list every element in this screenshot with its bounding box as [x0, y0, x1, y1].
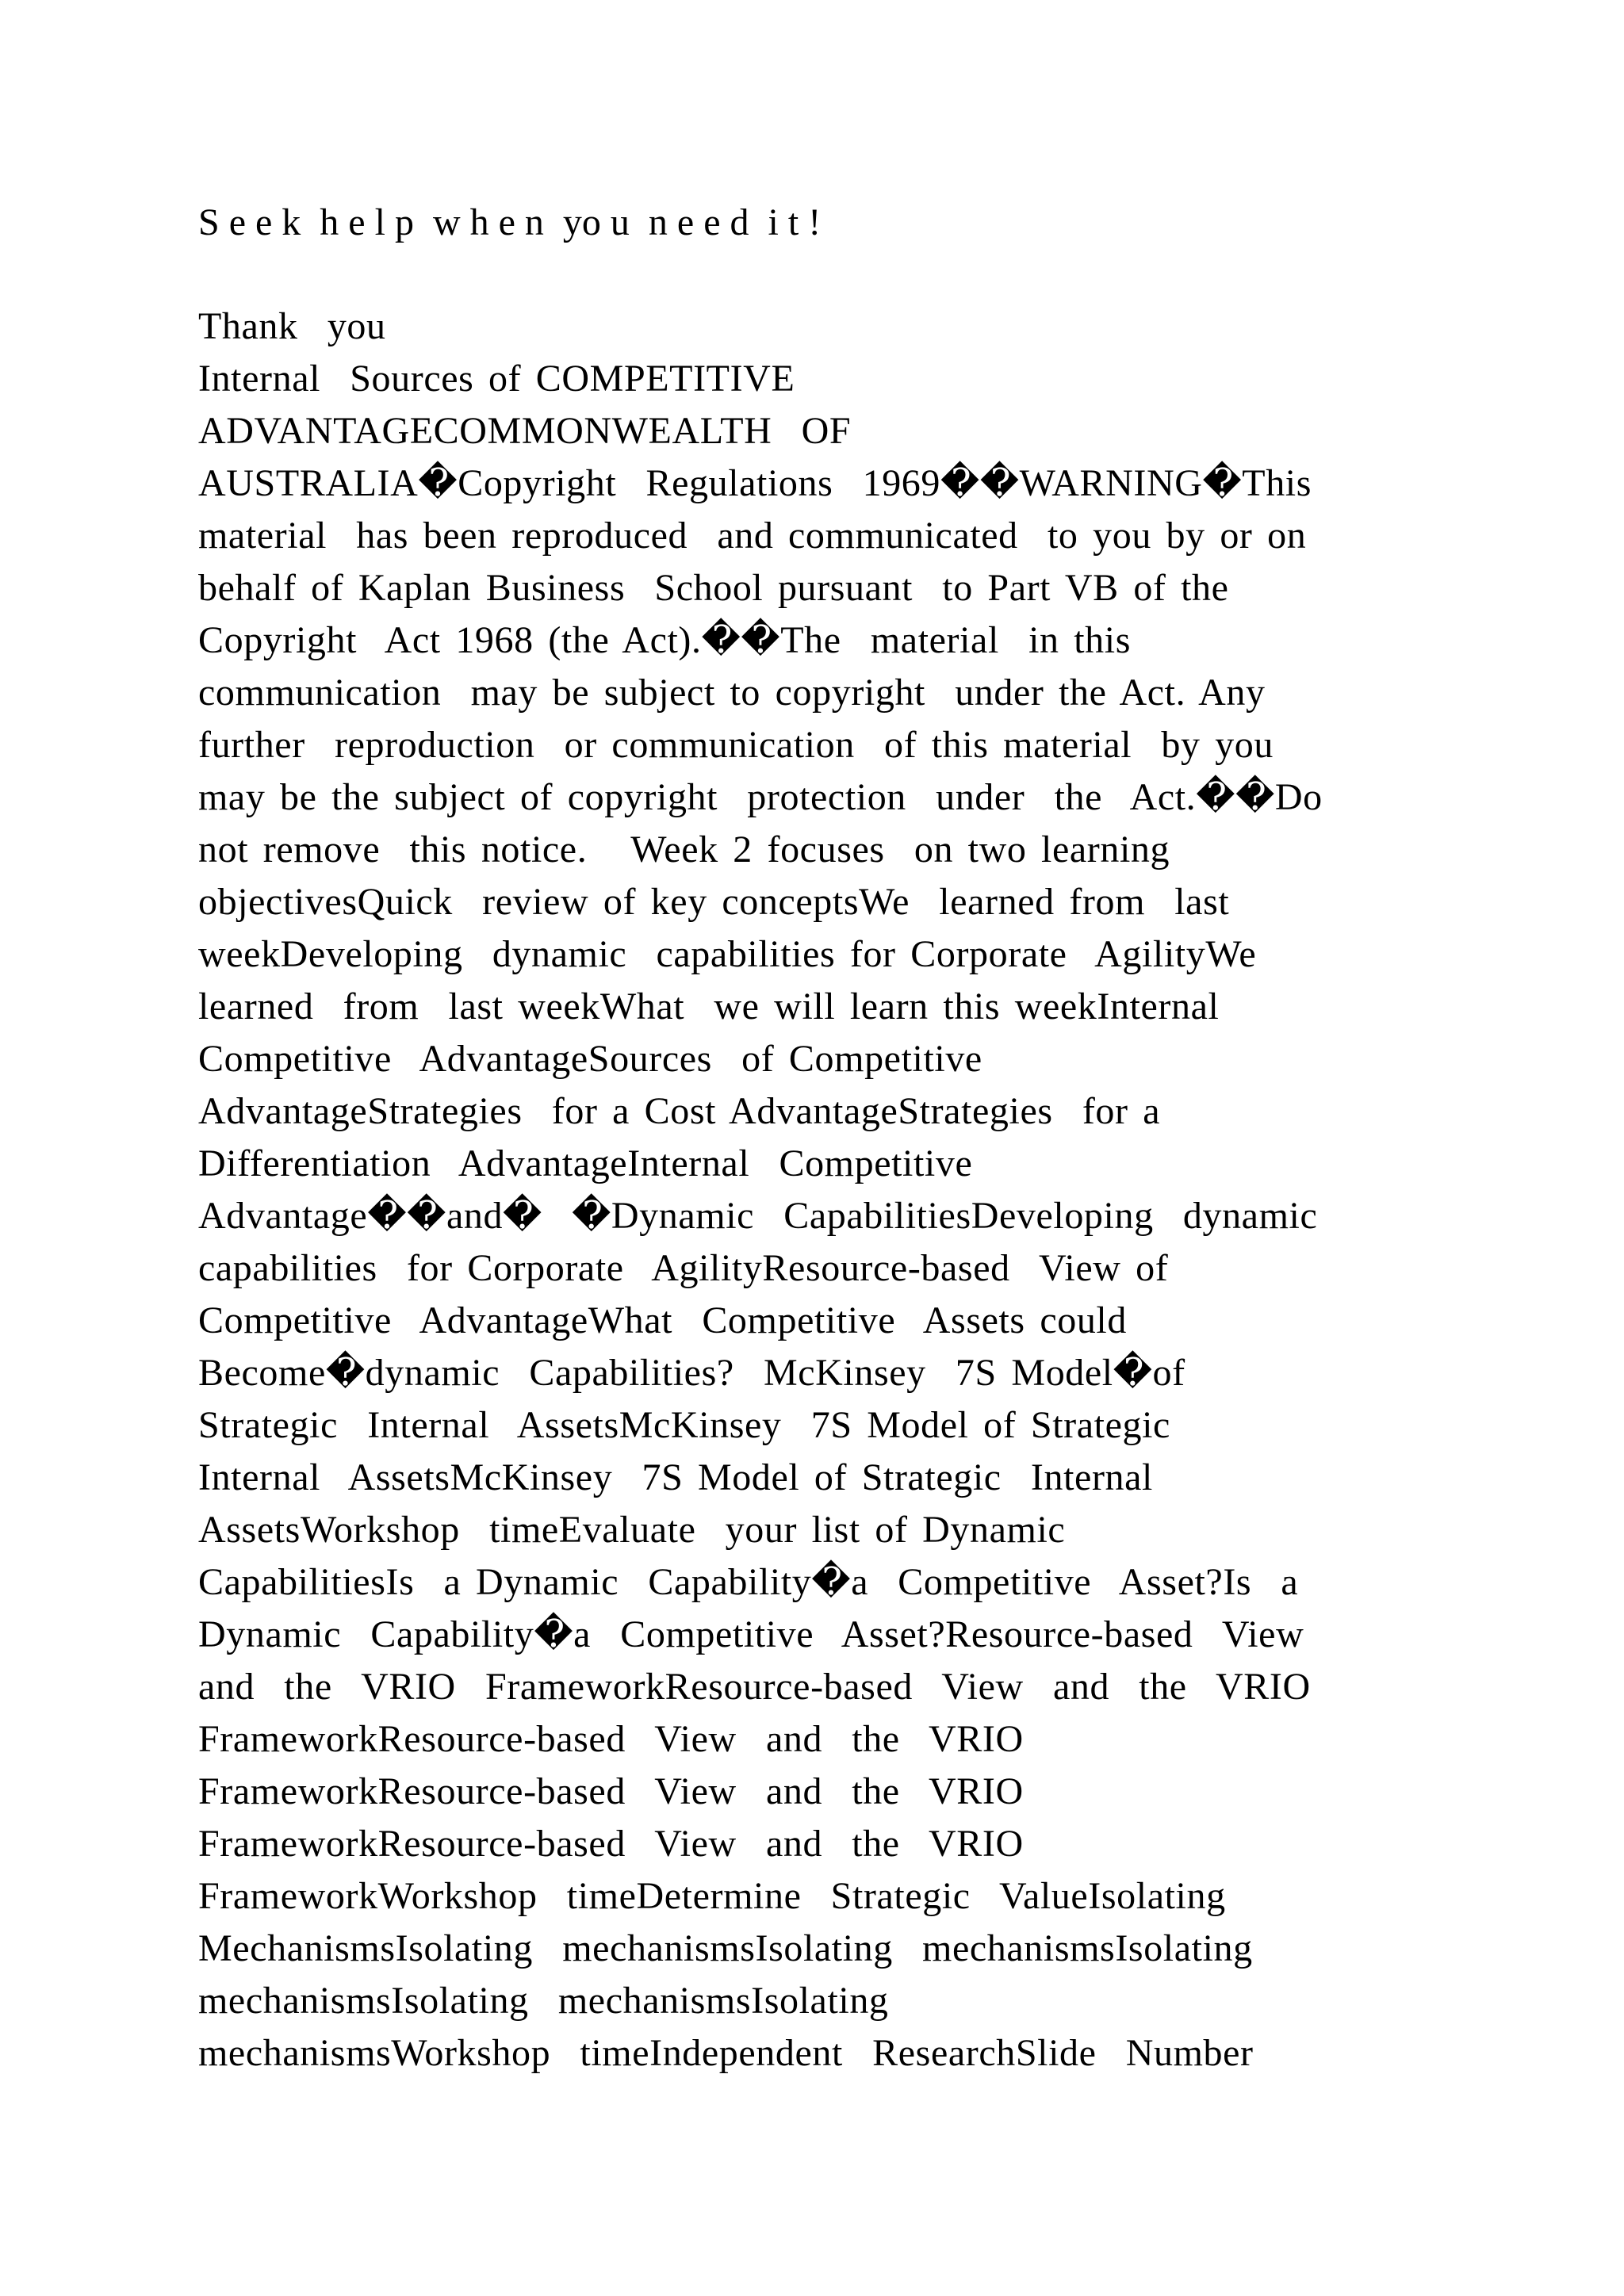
text-line: AdvantageStrategies for a Cost AdvantageStrategies for a [198, 1090, 1161, 1132]
text-line: Thank you [198, 305, 386, 347]
text-line: AUSTRALIA�Copyright Regulations 1969��WARNING�This [198, 462, 1312, 504]
text-line: Internal Sources of COMPETITIVE [198, 358, 795, 400]
text-line: behalf of Kaplan Business School pursuant to Part VB of the [198, 567, 1229, 609]
text-line: Internal AssetsMcKinsey 7S Model of Strategic Internal [198, 1456, 1153, 1498]
text-line: ADVANTAGECOMMONWEALTH OF [198, 410, 852, 452]
text-line: MechanismsIsolating mechanismsIsolating mechanismsIsolating [198, 1927, 1253, 1969]
text-line: Advantage��and� �Dynamic CapabilitiesDeveloping dynamic [198, 1195, 1318, 1237]
text-line: Become�dynamic Capabilities? McKinsey 7S Model�of [198, 1352, 1185, 1394]
text-line: mechanismsWorkshop timeIndependent ResearchSlide Number [198, 2032, 1254, 2074]
text-line: and the VRIO FrameworkResource-based View and the VRIO [198, 1666, 1311, 1708]
text-line: weekDeveloping dynamic capabilities for Corporate AgilityWe [198, 933, 1257, 975]
text-line: communication may be subject to copyright under the Act. Any [198, 672, 1266, 714]
text-line: Differentiation AdvantageInternal Competitive [198, 1142, 973, 1184]
text-line: objectivesQuick review of key conceptsWe learned from last [198, 881, 1230, 923]
text-line: FrameworkResource-based View and the VRIO [198, 1823, 1024, 1865]
text-line: may be the subject of copyright protection under the Act.��Do [198, 776, 1323, 818]
text-line: AssetsWorkshop timeEvaluate your list of Dynamic [198, 1509, 1066, 1551]
text-line: Competitive AdvantageWhat Competitive Assets could [198, 1299, 1127, 1341]
text-line: FrameworkWorkshop timeDetermine Strategic ValueIsolating [198, 1875, 1226, 1917]
text-line: FrameworkResource-based View and the VRIO [198, 1770, 1024, 1812]
text-line: CapabilitiesIs a Dynamic Capability�a Competitive Asset?Is a [198, 1561, 1299, 1603]
text-line: Competitive AdvantageSources of Competitive [198, 1038, 982, 1080]
text-line: Strategic Internal AssetsMcKinsey 7S Model of Strategic [198, 1404, 1170, 1446]
heading-seek-help: S e e k h e l p w h e n yo u n e e d i t ! [198, 201, 822, 243]
text-line: mechanismsIsolating mechanismsIsolating [198, 1980, 889, 2022]
text-line: Dynamic Capability�a Competitive Asset?Resource-based View [198, 1613, 1304, 1655]
text-line: not remove this notice. Week 2 focuses on two learning [198, 828, 1170, 871]
text-line: learned from last weekWhat we will learn this weekInternal [198, 985, 1220, 1027]
text-line: Copyright Act 1968 (the Act).��The material in this [198, 619, 1131, 661]
text-line: capabilities for Corporate AgilityResource-based View of [198, 1247, 1169, 1289]
text-line: FrameworkResource-based View and the VRIO [198, 1718, 1024, 1760]
text-line: further reproduction or communication of this material by you [198, 724, 1274, 766]
text-line: material has been reproduced and communicated to you by or on [198, 515, 1307, 557]
